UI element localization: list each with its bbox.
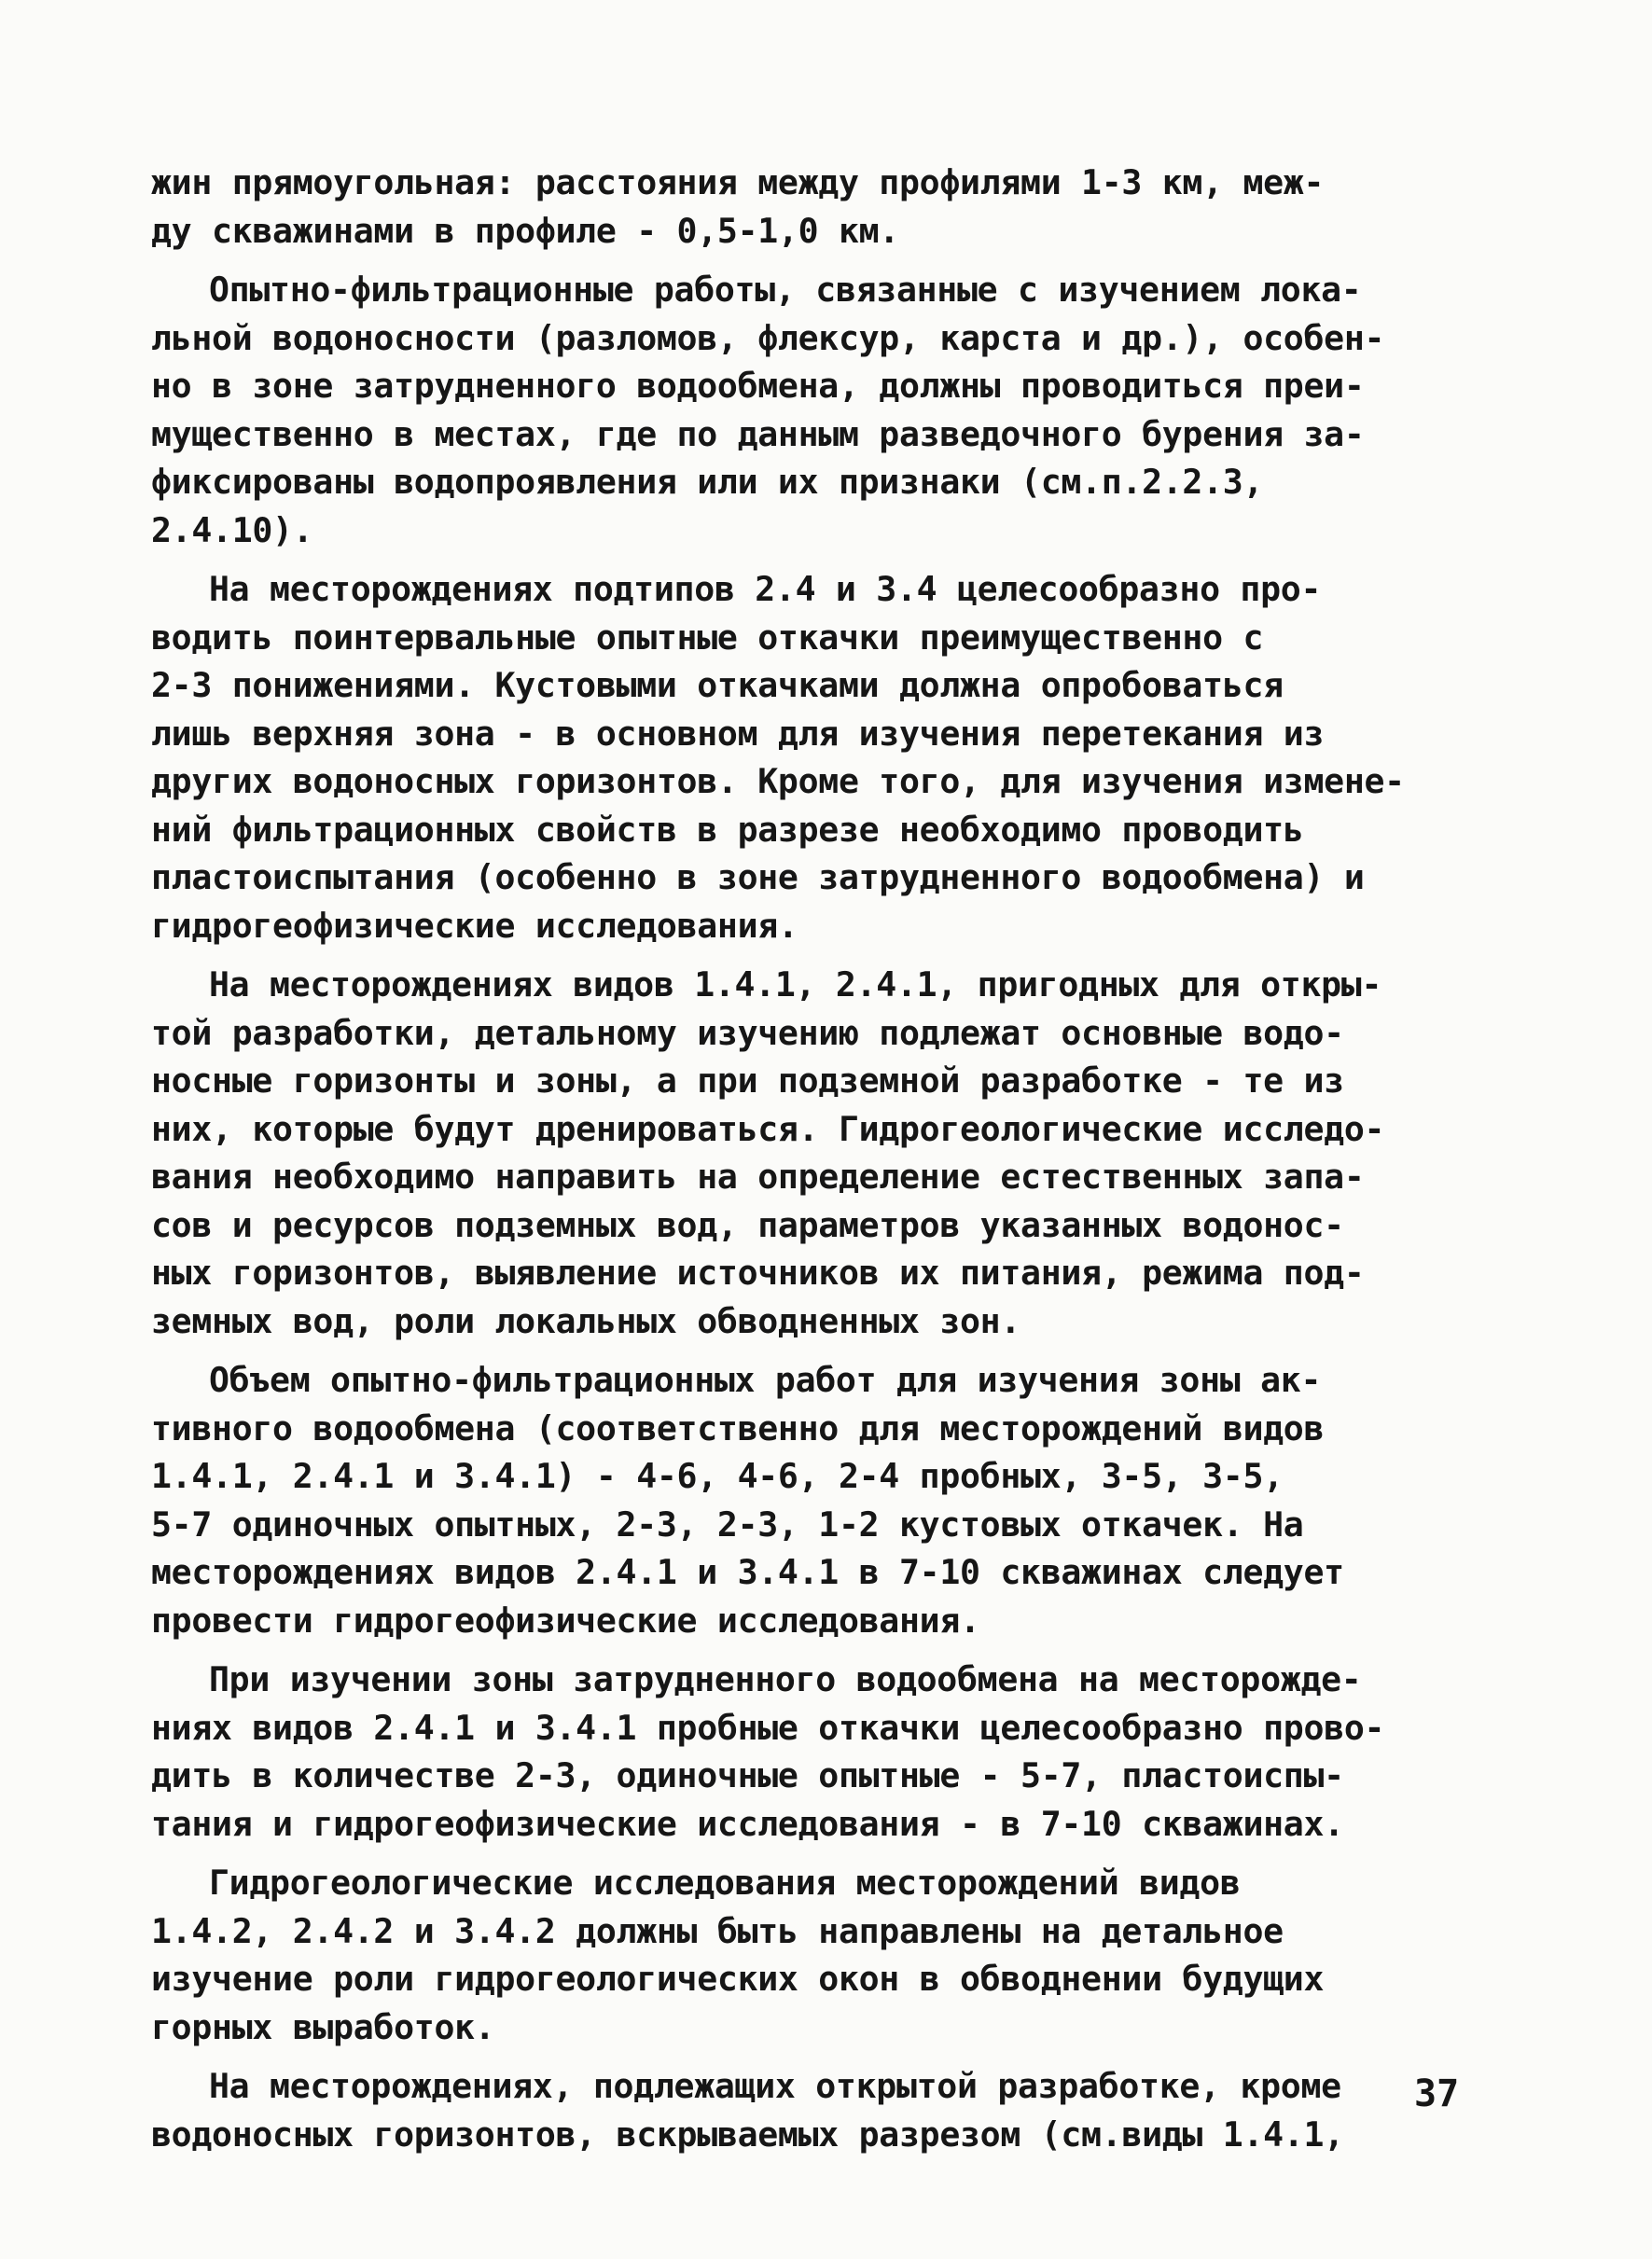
text-line: дить в количестве 2-3, одиночные опытные - 5-7, пластоиспы- xyxy=(151,1755,1344,1795)
text-line: Опытно-фильтрационные работы, связанные с изучением лока- xyxy=(209,270,1362,310)
paragraph xyxy=(151,1356,1504,1644)
text-line: При изучении зоны затрудненного водообмена на месторожде- xyxy=(209,1659,1362,1699)
page-number: 37 xyxy=(1414,2072,1460,2115)
text-line: тания и гидрогеофизические исследования - в 7-10 скважинах. xyxy=(151,1803,1344,1844)
text-line: мущественно в местах, где по данным разведочного бурения за- xyxy=(151,413,1365,454)
text-line: вания необходимо направить на определение естественных запа- xyxy=(151,1157,1365,1197)
body-text xyxy=(151,159,1504,2169)
paragraph xyxy=(151,961,1504,1345)
text-line: 1.4.2, 2.4.2 и 3.4.2 должны быть направлены на детальное xyxy=(151,1910,1284,1951)
text-line: провести гидрогеофизические исследования. xyxy=(151,1600,980,1641)
text-line: тивного водообмена (соответственно для месторождений видов xyxy=(151,1407,1325,1448)
text-line: 2.4.10). xyxy=(151,509,313,550)
paragraph xyxy=(151,565,1504,949)
text-line: жин прямоугольная: расстояния между профилями 1-3 км, меж- xyxy=(151,162,1325,202)
paragraph xyxy=(151,266,1504,554)
text-line: лишь верхняя зона - в основном для изучения перетекания из xyxy=(151,713,1325,754)
text-line: На месторождениях, подлежащих открытой разработке, кроме xyxy=(209,2066,1341,2106)
text-line: 2-3 понижениями. Кустовыми откачками должна опробоваться xyxy=(151,665,1284,705)
text-line: ду скважинами в профиле - 0,5-1,0 км. xyxy=(151,210,899,251)
paragraph xyxy=(151,1656,1504,1848)
text-line: пластоиспытания (особенно в зоне затрудненного водообмена) и xyxy=(151,857,1365,897)
text-line: носные горизонты и зоны, а при подземной разработке - те из xyxy=(151,1060,1344,1101)
paragraph xyxy=(151,159,1504,255)
text-line: гидрогеофизические исследования. xyxy=(151,905,798,946)
text-line: Гидрогеологические исследования месторождений видов xyxy=(209,1863,1241,1903)
text-line: ниях видов 2.4.1 и 3.4.1 пробные откачки целесообразно прово- xyxy=(151,1707,1385,1748)
text-line: водить поинтервальные опытные откачки преимущественно с xyxy=(151,617,1264,658)
text-line: месторождениях видов 2.4.1 и 3.4.1 в 7-10 скважинах следует xyxy=(151,1552,1344,1592)
text-line: ных горизонтов, выявление источников их питания, режима под- xyxy=(151,1253,1365,1293)
paragraph xyxy=(151,2062,1504,2158)
paragraph xyxy=(151,1859,1504,2051)
text-line: льной водоносности (разломов, флексур, карста и др.), особен- xyxy=(151,317,1385,358)
text-line: Объем опытно-фильтрационных работ для изучения зоны ак- xyxy=(209,1360,1322,1400)
text-line: На месторождениях видов 1.4.1, 2.4.1, пригодных для откры- xyxy=(209,964,1382,1005)
text-line: На месторождениях подтипов 2.4 и 3.4 целесообразно про- xyxy=(209,569,1322,609)
text-line: 5-7 одиночных опытных, 2-3, 2-3, 1-2 кустовых откачек. На xyxy=(151,1504,1304,1545)
text-line: них, которые будут дренироваться. Гидрогеологические исследо- xyxy=(151,1108,1385,1149)
text-line: сов и ресурсов подземных вод, параметров указанных водонос- xyxy=(151,1204,1344,1245)
text-line: фиксированы водопроявления или их признаки (см.п.2.2.3, xyxy=(151,462,1264,502)
text-line: но в зоне затрудненного водообмена, должны проводиться преи- xyxy=(151,366,1365,406)
text-line: других водоносных горизонтов. Кроме того, для изучения измене- xyxy=(151,761,1405,801)
text-line: земных вод, роли локальных обводненных зон. xyxy=(151,1300,1021,1341)
text-line: изучение роли гидрогеологических окон в обводнении будущих xyxy=(151,1959,1325,1999)
text-line: водоносных горизонтов, вскрываемых разрезом (см.виды 1.4.1, xyxy=(151,2113,1344,2155)
text-line: горных выработок. xyxy=(151,2006,495,2047)
text-line: ний фильтрационных свойств в разрезе необходимо проводить xyxy=(151,809,1304,850)
text-line: той разработки, детальному изучению подлежат основные водо- xyxy=(151,1012,1344,1053)
text-line: 1.4.1, 2.4.1 и 3.4.1) - 4-6, 4-6, 2-4 пробных, 3-5, 3-5, xyxy=(151,1456,1284,1496)
